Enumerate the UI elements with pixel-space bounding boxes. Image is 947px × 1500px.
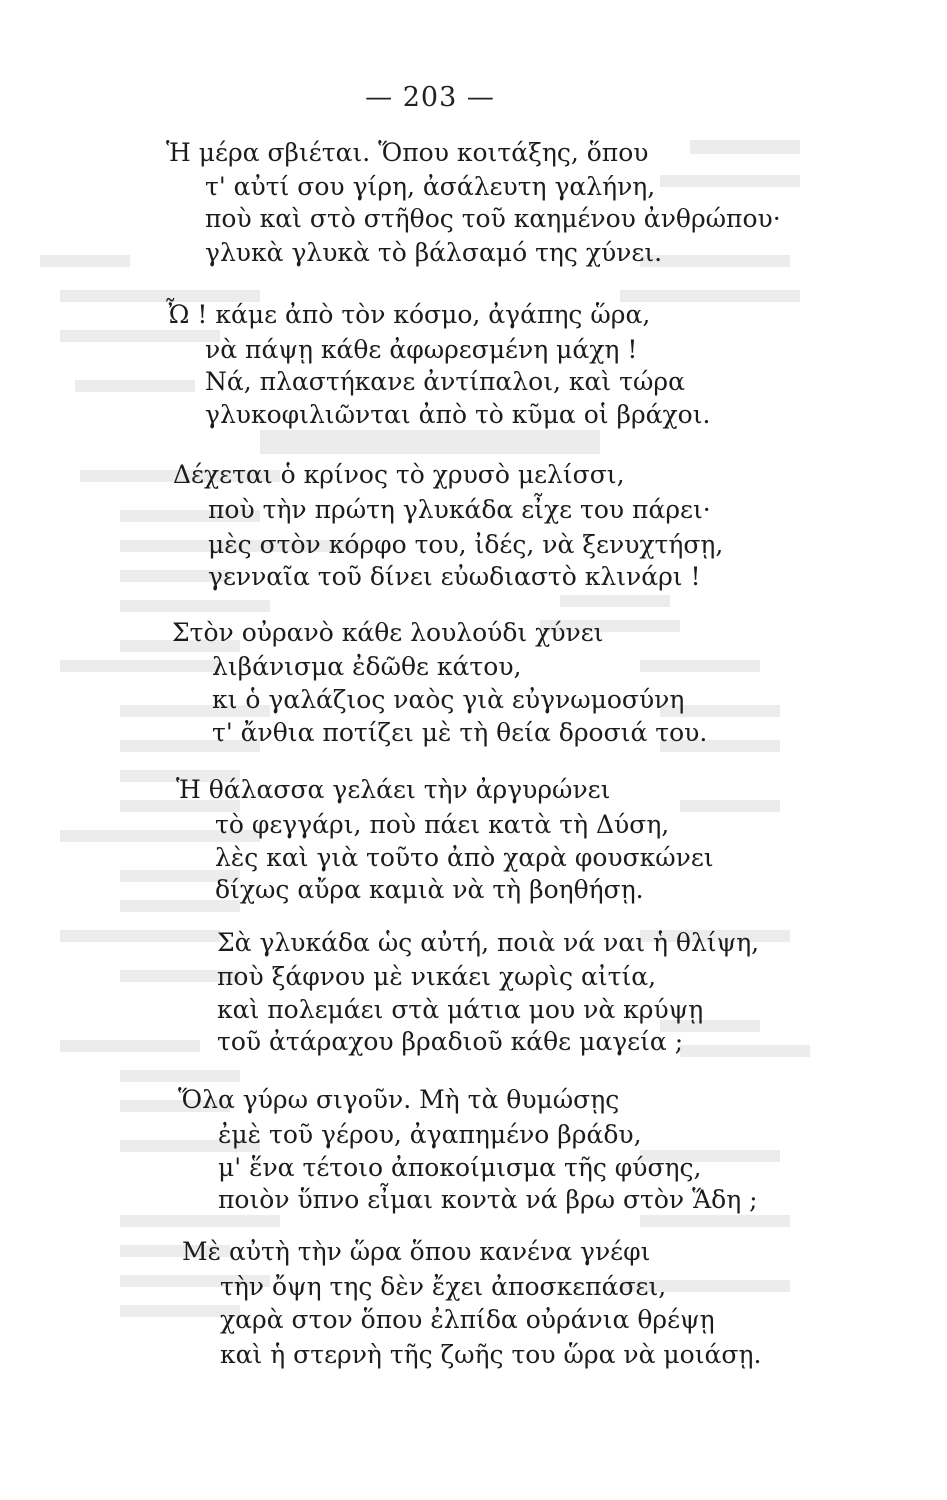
poem-line: μ' ἕνα τέτοιο ἀποκοίμισμα τῆς φύσης,: [218, 1153, 702, 1182]
poem-line: Ἡ μέρα σβιέται. Ὅπου κοιτάξης, ὅπου: [166, 138, 649, 167]
poem-line: λὲς καὶ γιὰ τοῦτο ἀπὸ χαρὰ φουσκώνει: [215, 843, 714, 872]
poem-line: καὶ πολεμάει στὰ μάτια μου νὰ κρύψῃ: [217, 995, 704, 1024]
poem-line: Σὰ γλυκάδα ὡς αὐτή, ποιὰ νά ναι ἡ θλίψη,: [217, 928, 760, 957]
poem-line: ἐμὲ τοῦ γέρου, ἀγαπημένο βράδυ,: [218, 1120, 642, 1149]
page-number: — 203 —: [365, 82, 495, 113]
poem-line: τοῦ ἀτάραχου βραδιοῦ κάθε μαγεία ;: [217, 1027, 684, 1056]
poem-line: τ' αὐτί σου γίρη, ἀσάλευτη γαλήνη,: [205, 172, 656, 201]
poem-line: δίχως αὔρα καμιὰ νὰ τὴ βοηθήσῃ.: [215, 875, 644, 904]
poem-line: γλυκοφιλιῶνται ἀπὸ τὸ κῦμα οἱ βράχοι.: [205, 400, 711, 429]
poem-line: μὲς στὸν κόρφο του, ἰδές, νὰ ξενυχτήσῃ,: [208, 530, 724, 559]
poem-line: νὰ πάψῃ κάθε ἀφωρεσμένη μάχη !: [205, 335, 638, 364]
poem-line: ποὺ τὴν πρώτη γλυκάδα εἶχε του πάρει·: [208, 495, 711, 524]
poem-line: Ἡ θάλασσα γελάει τὴν ἀργυρώνει: [176, 775, 611, 804]
poem-line: λιβάνισμα ἐδῶθε κάτου,: [212, 652, 522, 681]
poem-line: Μὲ αὐτὴ τὴν ὥρα ὅπου κανένα γνέφι: [182, 1237, 651, 1266]
poem-line: τὴν ὄψη της δὲν ἔχει ἀποσκεπάσει,: [220, 1272, 667, 1301]
poem-line: ποὺ καὶ στὸ στῆθος τοῦ καημένου ἀνθρώπου·: [205, 204, 781, 233]
poem-line: Νά, πλαστήκανε ἀντίπαλοι, καὶ τώρα: [205, 367, 685, 396]
poem-line: Ὦ ! κάμε ἀπὸ τὸν κόσμο, ἀγάπης ὥρα,: [166, 300, 651, 329]
poem-line: ποιὸν ὕπνο εἶμαι κοντὰ νά βρω στὸν Ἅδη ;: [218, 1185, 758, 1214]
poem-line: καὶ ἡ στερνὴ τῆς ζωῆς του ὥρα νὰ μοιάσῃ.: [220, 1340, 762, 1369]
poem-line: ποὺ ξάφνου μὲ νικάει χωρὶς αἰτία,: [217, 962, 657, 991]
poem-line: τὸ φεγγάρι, ποὺ πάει κατὰ τὴ Δύση,: [215, 810, 670, 839]
poem-line: γλυκὰ γλυκὰ τὸ βάλσαμό της χύνει.: [205, 238, 663, 267]
poem-line: γενναῖα τοῦ δίνει εὐωδιαστὸ κλινάρι !: [208, 562, 701, 591]
poem-line: Στὸν οὐρανὸ κάθε λουλούδι χύνει: [172, 618, 604, 647]
poem-line: κι ὁ γαλάζιος ναὸς γιὰ εὐγνωμοσύνη: [212, 685, 685, 714]
poem-line: τ' ἄνθια ποτίζει μὲ τὴ θεία δροσιά του.: [212, 718, 708, 747]
poem-line: Δέχεται ὁ κρίνος τὸ χρυσὸ μελίσσι,: [173, 460, 625, 489]
poem-line: Ὅλα γύρω σιγοῦν. Μὴ τὰ θυμώσῃς: [178, 1085, 620, 1114]
poem-line: χαρὰ στον ὅπου ἐλπίδα οὐράνια θρέψῃ: [220, 1305, 715, 1334]
